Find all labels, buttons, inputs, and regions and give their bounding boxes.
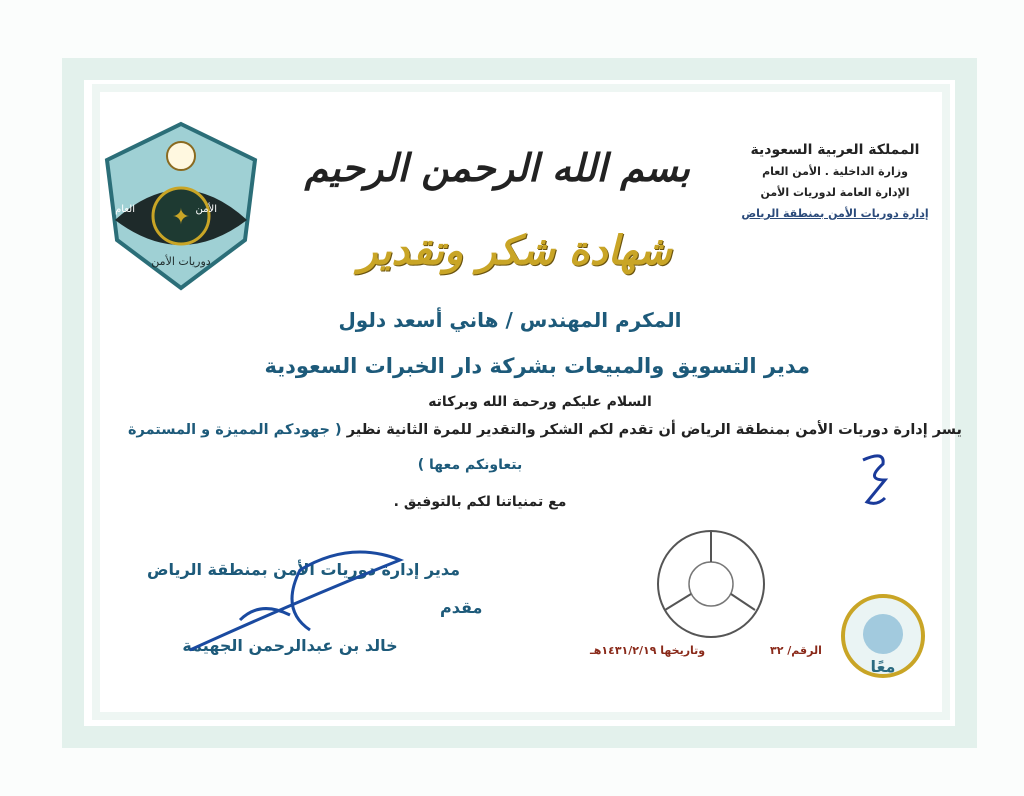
body-continuation: بتعاونكم معها ) — [417, 457, 523, 473]
signatory-rank: مقدم — [440, 598, 483, 617]
signatory-name: خالد بن عبدالرحمن الجهيمة — [182, 636, 398, 655]
recipient-position: مدير التسويق والمبيعات بشركة دار الخبرات السعودية — [264, 354, 810, 378]
recipient-name: المكرم المهندس / هاني أسعد دلول — [338, 308, 682, 332]
directorate-name: الإدارة العامة لدوريات الأمن — [760, 186, 910, 199]
logo-text-bottom: دوريات الأمن — [151, 255, 211, 268]
kingdom-name: المملكة العربية السعودية — [750, 142, 920, 158]
basmala: بسم الله الرحمن الرحيم — [304, 145, 690, 190]
initials-signature — [855, 450, 895, 510]
reference-number: الرقم/ ٣٢ — [770, 644, 822, 657]
department-name: إدارة دوريات الأمن بمنطقة الرياض — [741, 207, 929, 220]
ministry-name: وزارة الداخلية . الأمن العام — [762, 165, 908, 178]
together-campaign-logo — [838, 588, 928, 680]
greeting: السلام عليكم ورحمة الله وبركاته — [428, 394, 652, 410]
logo-text: معًا — [870, 657, 896, 676]
logo-text-right: الأمن — [195, 204, 217, 215]
svg-text:✦: ✦ — [171, 205, 191, 230]
body-text — [128, 422, 962, 438]
official-stamp — [655, 528, 767, 640]
logo-text-left: العام — [115, 204, 135, 215]
body-main: يسر إدارة دوريات الأمن بمنطقة الرياض أن تقدم لكم الشكر والتقدير للمرة الثانية نظير — [346, 422, 962, 438]
signatory-title: مدير إدارة دوريات الأمن بمنطقة الرياض — [146, 560, 460, 579]
reference-date: وتاريخها ١٤٣١/٢/١٩هـ — [590, 644, 706, 657]
closing: مع تمنياتنا لكم بالتوفيق . — [393, 494, 567, 510]
letterhead — [730, 140, 940, 224]
handwritten-signature — [180, 540, 420, 660]
certificate-title: شهادة شكر وتقدير — [358, 228, 672, 274]
body-highlight: ( جهودكم المميزة و المستمرة — [127, 422, 342, 438]
security-patrol-logo — [95, 120, 267, 292]
